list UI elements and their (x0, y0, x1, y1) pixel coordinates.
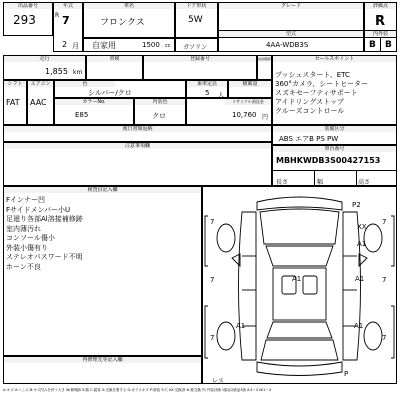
inspection-item: 外装小傷有り (6, 243, 48, 252)
car-name-label: 車名 (84, 3, 174, 9)
fuel-value: ガソリン (183, 44, 208, 51)
period-label: 抹消期限等 (258, 57, 274, 61)
inspection-item: ステレオパスワード不明 (6, 253, 83, 261)
inspection-item: Fインナー凹 (6, 196, 46, 204)
exterior-score: B (385, 40, 392, 50)
month-value: 2 (62, 40, 68, 49)
interior-color-value: クロ (152, 112, 166, 120)
sales-point-label: セールスポイント (273, 56, 396, 62)
car-name: フロンクス (100, 18, 145, 28)
dim-height: 高さ (358, 179, 371, 186)
bracket-num-l: 7 (210, 276, 215, 284)
inspection-item: Fサイドメンバー小U (6, 205, 71, 214)
model-label: 型式 (219, 31, 363, 37)
ac-label: エアコン (28, 81, 53, 87)
bracket-num-tl: 7 (210, 218, 215, 226)
interior-score: B (369, 40, 376, 50)
mileage-unit: km (73, 69, 83, 76)
capacity-unit: 人 (218, 92, 225, 99)
cc-unit: cc (165, 43, 171, 49)
sales-point-item: 360°カメラ、シートヒーター (275, 80, 369, 88)
recycle-unit: 円 (262, 114, 269, 121)
chassis-value: MBHKWDB3S00427153 (276, 156, 381, 165)
inex-divider (380, 38, 381, 52)
color-value: シルバー/クロ (88, 89, 132, 97)
inspection-notes-label: 検査員記入欄 (4, 187, 201, 193)
era-label: R (55, 12, 60, 19)
recycle-label: リサイクル預託金 (225, 99, 271, 105)
repair-notes-label: 再修理先等記入欄 (4, 357, 201, 363)
mileage-label: 走行 (4, 56, 85, 62)
damage-a1-front-right: A1 (357, 240, 367, 248)
damage-a1-left: A1 (236, 322, 246, 330)
inspection-item: 室内薄汚れ (6, 224, 41, 233)
registration-label: 登録番号 (144, 56, 256, 62)
damage-p-rear: P (344, 370, 349, 378)
sales-point-item: アイドリングストップ (275, 98, 344, 106)
sales-point-item: スズキセーフティサポート (275, 89, 358, 97)
ac-value: AAC (30, 98, 47, 107)
rev-label: レス (212, 378, 224, 385)
grade-label: グレード (219, 3, 363, 9)
damage-a1-right: A1 (355, 275, 365, 283)
interior-color-label: 内装色 (135, 99, 185, 105)
model-value: 4AA-WDB3S (266, 41, 309, 49)
dim-divider (272, 170, 397, 171)
year-label: 年式 (54, 3, 82, 9)
equipment-label: 装備区分 (273, 126, 396, 132)
lot-number: 293 (13, 13, 36, 27)
sales-point-item: クルーズコントロール (275, 107, 345, 115)
color-no-value: E85 (75, 111, 89, 119)
capacity-label: 乗車定員 (187, 81, 227, 87)
recycle-value: 10,760 (232, 111, 257, 119)
damage-a1-rear: A1 (354, 322, 364, 330)
damage-a1-roof: A1 (292, 275, 302, 283)
dim-length: 長さ (276, 179, 289, 186)
color-no-label: カラーNo. (55, 99, 133, 105)
damage-xx: XX (357, 223, 367, 231)
chassis-label: 車台番号 (273, 146, 396, 152)
dim-sep-1 (314, 170, 315, 186)
seal-label: 後日書類返納 (4, 126, 271, 132)
sales-point-list (275, 71, 368, 116)
inspection-item: 足廻り各部Al溶接補修跡 (6, 215, 83, 223)
cc-value: 1500 (142, 41, 160, 49)
score-label: 評価点 (365, 3, 396, 9)
equipment-value: ABS エアB PS PW (279, 135, 339, 143)
color-label: 色 (55, 81, 115, 87)
damage-p2: P2 (352, 201, 361, 209)
sales-point-item: プッシュスタート、ETC (275, 71, 350, 79)
car-diagram (202, 186, 397, 384)
bracket-num-bl: 7 (210, 334, 215, 342)
bracket-num-br: 7 (382, 334, 387, 342)
bracket-num-r: 7 (382, 276, 387, 284)
load-label: 積載量 (229, 81, 271, 87)
doors-value: 5W (188, 15, 203, 25)
dim-width: 幅 (317, 179, 324, 186)
inspection-label: 車検 (87, 56, 142, 62)
lot-label: 出品番号 (4, 3, 52, 9)
month-unit: 月 (72, 42, 79, 50)
inspection-list (6, 196, 83, 272)
bracket-num-tr: 7 (382, 218, 387, 226)
use-value: 自家用 (92, 41, 116, 50)
shift-label: シフト (4, 81, 26, 87)
score-value: R (375, 14, 386, 29)
legend-text: A:キズ U:へこみ B:キズ凹みを伴う大き W:修理跡 S:錆 C:腐食 X:交換を要する G:ガラスキズ P:塗装 Y:穴 XX:交換済 ※:要交換 内:外装評価 1級品2級品3級 A:1~4 W:1~4 (3, 388, 271, 392)
inspection-item: コンソール傷小 (6, 234, 55, 242)
year-value: 7 (62, 14, 70, 27)
inspection-item: ホーン不良 (6, 262, 41, 271)
doors-label: ドア形状 (176, 3, 217, 9)
shift-value: FAT (6, 98, 20, 107)
mileage-value: 1,855 (45, 67, 68, 76)
inex-label: 内外装 (365, 31, 396, 37)
caution-label: 注意事項欄 (4, 143, 271, 149)
dim-sep-2 (356, 170, 357, 186)
capacity-value: 5 (205, 89, 210, 97)
